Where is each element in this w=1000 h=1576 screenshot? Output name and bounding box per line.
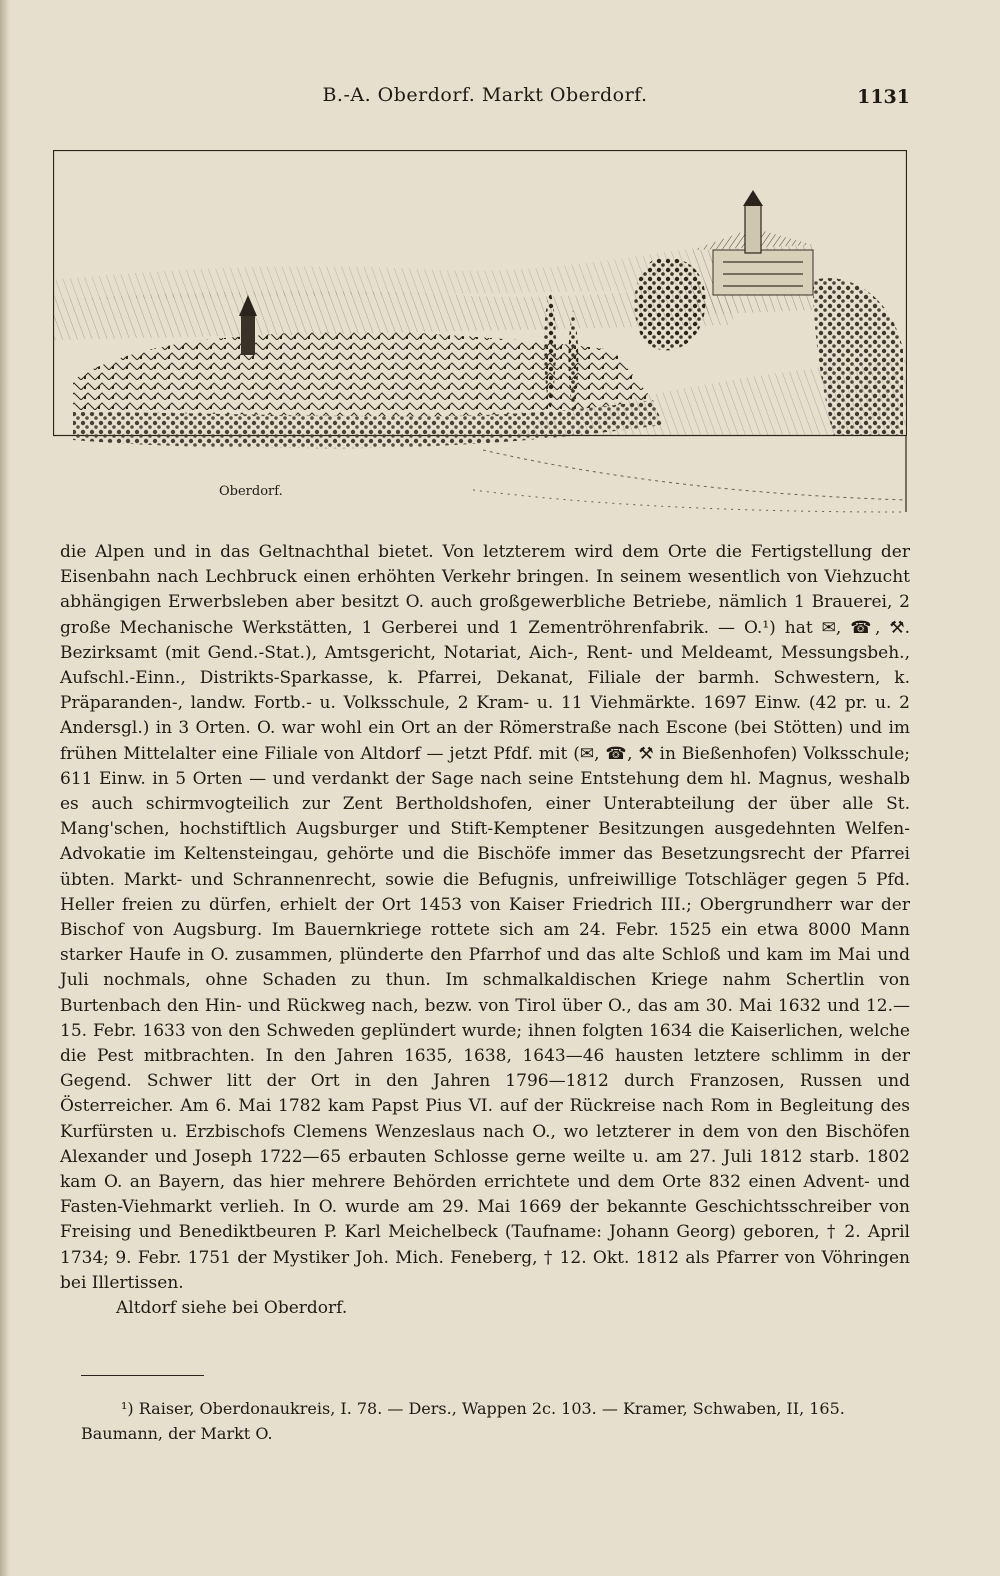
footnote-rule	[81, 1375, 204, 1376]
page-number: 1131	[857, 86, 910, 108]
running-head: B.-A. Oberdorf. Markt Oberdorf.	[322, 84, 648, 106]
town-illustration	[53, 150, 907, 518]
page-header	[60, 84, 910, 114]
main-paragraph: die Alpen und in das Geltnachthal bietet. Von letzterem wird dem Orte die Fertigstellung der Eisenbahn nach Lechbruck einen erhöhten Verkehr bringen. In seinem wesentlich von Viehzucht abhängigen Erwerbsleben aber besitzt O. auch großgewerbliche Betriebe, nämlich 1 Brauerei, 2 große Mechanische Werkstätten, 1 Gerberei und 1 Zementröhrenfabrik. — O.¹) hat ✉, ☎, ⚒. Bezirksamt (mit Gend.-Stat.), Amtsgericht, Notariat, Aich-, Rent- und Meldeamt, Messungsbeh., Aufschl.-Einn., Distrikts-Sparkasse, k. Pfarrei, Dekanat, Filiale der barmh. Schwestern, k. Präparanden-, landw. Fortb.- u. Volksschule, 2 Kram- u. 11 Viehmärkte. 1697 Einw. (42 pr. u. 2 Andersgl.) in 3 Orten. O. war wohl ein Ort an der Römerstraße nach Escone (bei Stötten) und im frühen Mittelalter eine Filiale von Altdorf — jetzt Pfdf. mit (✉, ☎, ⚒ in Bießenhofen) Volksschule; 611 Einw. in 5 Orten — und verdankt der Sage nach seine Entstehung dem hl. Magnus, weshalb es auch schirmvogteilich zur Zent Bertholdshofen, einer Unterabteilung der über alle St. Mang'schen, hochstiftlich Augsburger und Stift-Kemptener Besitzungen ausgedehnten Welfen-Advokatie im Keltensteingau, gehörte und die Bischöfe immer das Besetzungsrecht der Pfarrei übten. Markt- und Schrannenrecht, sowie die Befugnis, unfreiwillige Totschläger gegen 5 Pfd. Heller freien zu dürfen, erhielt der Ort 1453 von Kaiser Friedrich III.; Obergrundherr war der Bischof von Augsburg. Im Bauernkriege rottete sich am 24. Febr. 1525 ein etwa 8000 Mann starker Haufe in O. zusammen, plünderte den Pfarrhof und das alte Schloß und kam im Mai und Juli nochmals, ohne Schaden zu thun. Im schmalkaldischen Kriege nahm Schertlin von Burtenbach den Hin- und Rückweg nach, bezw. von Tirol über O., das am 30. Mai 1632 und 12.—15. Febr. 1633 von den Schweden geplündert wurde; ihnen folgten 1634 die Kaiserlichen, welche die Pest mitbrachten. In den Jahren 1635, 1638, 1643—46 hausten letztere schlimm in der Gegend. Schwer litt der Ort in den Jahren 1796—1812 durch Franzosen, Russen und Österreicher. Am 6. Mai 1782 kam Papst Pius VI. auf der Rückreise nach Rom in Begleitung des Kurfürsten u. Erzbischofs Clemens Wenzeslaus nach O., wo letzterer in dem von den Bischöfen Alexander und Joseph 1722—65 erbauten Schlosse gerne weilte u. am 27. Juli 1812 starb. 1802 kam O. an Bayern, das hier mehrere Behörden errichtete und dem Orte 832 einen Advent- und Fasten-Viehmarkt verlieh. In O. wurde am 29. Mai 1669 der bekannte Geschichtsschreiber von Freising und Benediktbeuren P. Karl Meichelbeck (Taufname: Johann Georg) geboren, † 2. April 1734; 9. Febr. 1751 der Mystiker Joh. Mich. Feneberg, † 12. Okt. 1812 als Pfarrer von Vöhringen bei Illertissen.	[60, 542, 910, 1293]
body-text	[60, 540, 910, 1321]
engraving-drawing	[53, 150, 907, 518]
figure-caption: Oberdorf.	[219, 484, 283, 499]
footnote-text: ¹) Raiser, Oberdonaukreis, I. 78. — Ders., Wappen 2c. 103. — Kramer, Schwaben, II, 165. Baumann, der Markt O.	[81, 1399, 845, 1443]
footnote	[81, 1396, 911, 1446]
page-edge	[0, 0, 10, 1576]
cross-reference: Altdorf siehe bei Oberdorf.	[116, 1298, 348, 1319]
